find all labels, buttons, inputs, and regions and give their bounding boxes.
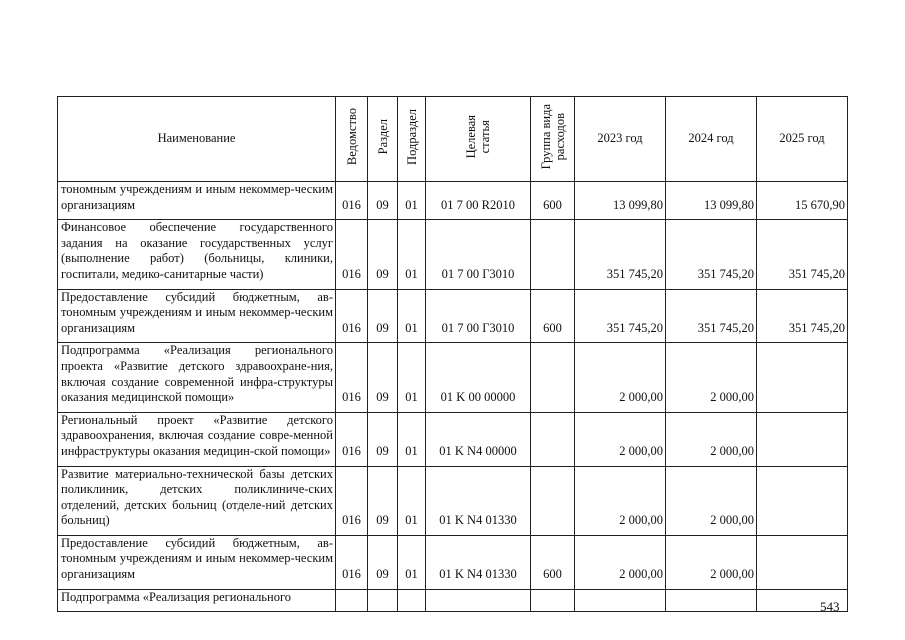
row-dept: 016 — [336, 289, 368, 343]
header-target-cell — [426, 97, 531, 182]
row-2025: 351 745,20 — [757, 289, 848, 343]
row-group: 600 — [531, 535, 575, 589]
row-2025 — [757, 412, 848, 466]
header-target: Целевая статья — [464, 115, 492, 159]
row-section: 09 — [368, 466, 398, 535]
header-name: Наименование — [58, 97, 336, 182]
row-target: 01 K N4 00000 — [426, 412, 531, 466]
row-2025: 351 745,20 — [757, 220, 848, 289]
row-2023: 2 000,00 — [575, 412, 666, 466]
row-dept: 016 — [336, 343, 368, 412]
row-section: 09 — [368, 220, 398, 289]
header-row — [58, 97, 848, 182]
header-dept-cell — [336, 97, 368, 182]
table-row — [58, 343, 848, 412]
row-name: Региональный проект «Развитие детского здравоохранения, включая создание совре-менной инфраструктуры оказания медицин-ской помощи» — [58, 412, 336, 466]
row-subsection — [398, 589, 426, 612]
row-group — [531, 343, 575, 412]
row-name: Предоставление субсидий бюджетным, ав-тономным учреждениям и иным некоммер-ческим организациям — [58, 289, 336, 343]
row-section: 09 — [368, 343, 398, 412]
table-row — [58, 182, 848, 220]
row-2023: 2 000,00 — [575, 343, 666, 412]
row-2024: 13 099,80 — [666, 182, 757, 220]
row-section — [368, 589, 398, 612]
row-dept: 016 — [336, 466, 368, 535]
row-target: 01 7 00 Г3010 — [426, 289, 531, 343]
row-2024: 351 745,20 — [666, 220, 757, 289]
page-number: 543 — [820, 599, 840, 614]
row-subsection: 01 — [398, 220, 426, 289]
row-subsection: 01 — [398, 535, 426, 589]
header-2025: 2025 год — [757, 97, 848, 182]
row-target — [426, 589, 531, 612]
row-dept: 016 — [336, 182, 368, 220]
header-subsection-cell — [398, 97, 426, 182]
row-dept — [336, 589, 368, 612]
row-subsection: 01 — [398, 289, 426, 343]
row-target: 01 K N4 01330 — [426, 535, 531, 589]
row-2024: 2 000,00 — [666, 535, 757, 589]
header-2024: 2024 год — [666, 97, 757, 182]
row-dept: 016 — [336, 412, 368, 466]
table-row — [58, 412, 848, 466]
row-section: 09 — [368, 289, 398, 343]
row-group — [531, 220, 575, 289]
row-2023: 13 099,80 — [575, 182, 666, 220]
row-name: Развитие материально-технической базы детских поликлиник, детских поликлиниче-ских отделений, детских больниц (отделе-ний детских больниц) — [58, 466, 336, 535]
row-group — [531, 589, 575, 612]
row-section: 09 — [368, 535, 398, 589]
row-name: Подпрограмма «Реализация регионального — [58, 589, 336, 612]
header-section: Раздел — [375, 119, 390, 155]
row-dept: 016 — [336, 220, 368, 289]
table-row — [58, 589, 848, 612]
row-2025 — [757, 466, 848, 535]
row-target: 01 K 00 00000 — [426, 343, 531, 412]
row-2024: 2 000,00 — [666, 343, 757, 412]
row-subsection: 01 — [398, 412, 426, 466]
row-2024: 2 000,00 — [666, 412, 757, 466]
row-subsection: 01 — [398, 182, 426, 220]
row-dept: 016 — [336, 535, 368, 589]
row-2023: 351 745,20 — [575, 289, 666, 343]
row-2024: 351 745,20 — [666, 289, 757, 343]
row-group — [531, 412, 575, 466]
row-2023: 351 745,20 — [575, 220, 666, 289]
header-subsection: Подраздел — [404, 108, 419, 165]
row-2025 — [757, 535, 848, 589]
row-subsection: 01 — [398, 343, 426, 412]
row-target: 01 K N4 01330 — [426, 466, 531, 535]
row-group: 600 — [531, 289, 575, 343]
header-group-cell — [531, 97, 575, 182]
row-target: 01 7 00 Г3010 — [426, 220, 531, 289]
row-group: 600 — [531, 182, 575, 220]
table-row — [58, 220, 848, 289]
header-section-cell — [368, 97, 398, 182]
row-name: Предоставление субсидий бюджетным, ав-тономным учреждениям и иным некоммер-ческим организациям — [58, 535, 336, 589]
row-name: Финансовое обеспечение государственного задания на оказание государственных услуг (выполнение работ) (больницы, клиники, госпитали, медико-санитарные части) — [58, 220, 336, 289]
header-expense-group: Группа вида расходов — [538, 104, 567, 170]
row-group — [531, 466, 575, 535]
row-2023 — [575, 589, 666, 612]
row-2025 — [757, 343, 848, 412]
row-name: Подпрограмма «Реализация регионального проекта «Развитие детского здравоохране-ния, включая создание современной инфра-структуры оказания медицинской помощи» — [58, 343, 336, 412]
row-section: 09 — [368, 412, 398, 466]
row-section: 09 — [368, 182, 398, 220]
row-2024 — [666, 589, 757, 612]
table-row — [58, 535, 848, 589]
header-2023: 2023 год — [575, 97, 666, 182]
table-row — [58, 289, 848, 343]
budget-table — [57, 96, 848, 612]
row-2025: 15 670,90 — [757, 182, 848, 220]
row-subsection: 01 — [398, 466, 426, 535]
row-2023: 2 000,00 — [575, 466, 666, 535]
table-row — [58, 466, 848, 535]
header-dept: Ведомство — [344, 108, 359, 166]
row-2024: 2 000,00 — [666, 466, 757, 535]
row-2023: 2 000,00 — [575, 535, 666, 589]
row-name: тономным учреждениям и иным некоммер-ческим организациям — [58, 182, 336, 220]
row-target: 01 7 00 R2010 — [426, 182, 531, 220]
